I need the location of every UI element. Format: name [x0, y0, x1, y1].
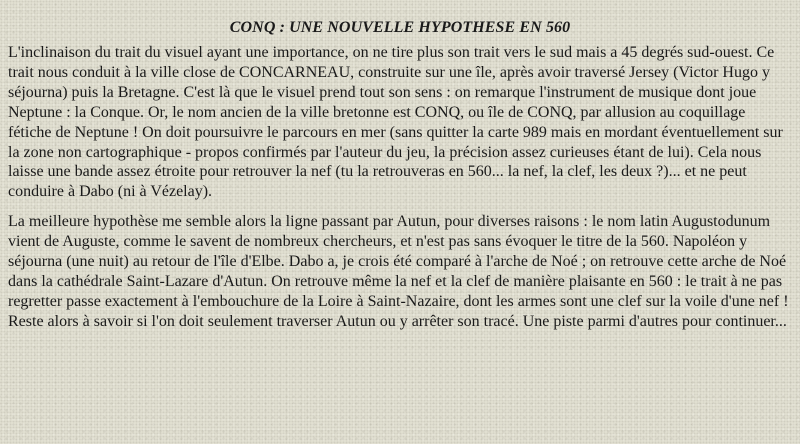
paragraph-autun: La meilleure hypothèse me semble alors la ligne passant par Autun, pour diverses raisons : le nom latin Augustodunum vient de Auguste, comme le savent de nombreux chercheurs, et n'est pas sans évoquer le titre de la 560. Napoléon y séjourna (une nuit) au retour de l'île d'Elbe. Dabo a, je crois été comparé à l'arche de Noé ; on retrouve cette arche de Noé dans la cathédrale Saint-Lazare d'Autun. On retrouve même la nef et la clef de manière plaisante en 560 : le trait à ne pas regretter passe exactement à l'embouchure de la Loire à Saint-Nazaire, dont les armes sont une clef sur la voile d'une nef ! Reste alors à savoir si l'on doit seulement traverser Autun ou y arrêter son tracé. Une piste parmi d'autres pour continuer...: [8, 213, 789, 330]
page-title: CONQ : UNE NOUVELLE HYPOTHESE EN 560: [229, 19, 571, 36]
paragraph-conq: L'inclinaison du trait du visuel ayant une importance, on ne tire plus son trait vers le sud mais a 45 degrés sud-ouest. Ce trait nous conduit à la ville close de CONCARNEAU, construite sur une île, après avoir traversé Jersey (Victor Hugo y séjourna) puis la Bretagne. C'est là que le visuel prend tout son sens : on remarque l'instrument de musique dont joue Neptune : la Conque. Or, le nom ancien de la ville bretonne est CONQ, ou île de CONQ, par allusion au coquillage fétiche de Neptune ! On doit poursuivre le parcours en mer (sans quitter la carte 989 mais en mordant éventuellement sur la zone non cartographique - propos confirmés par l'auteur du jeu, la précision assez curieuses étant de lui). Cela nous laisse une bande assez étroite pour retrouver la nef (tu la retrouveras en 560... la nef, la clef, les deux ?)... et ne peut conduire à Dabo (ni à Vézelay).: [8, 44, 783, 201]
